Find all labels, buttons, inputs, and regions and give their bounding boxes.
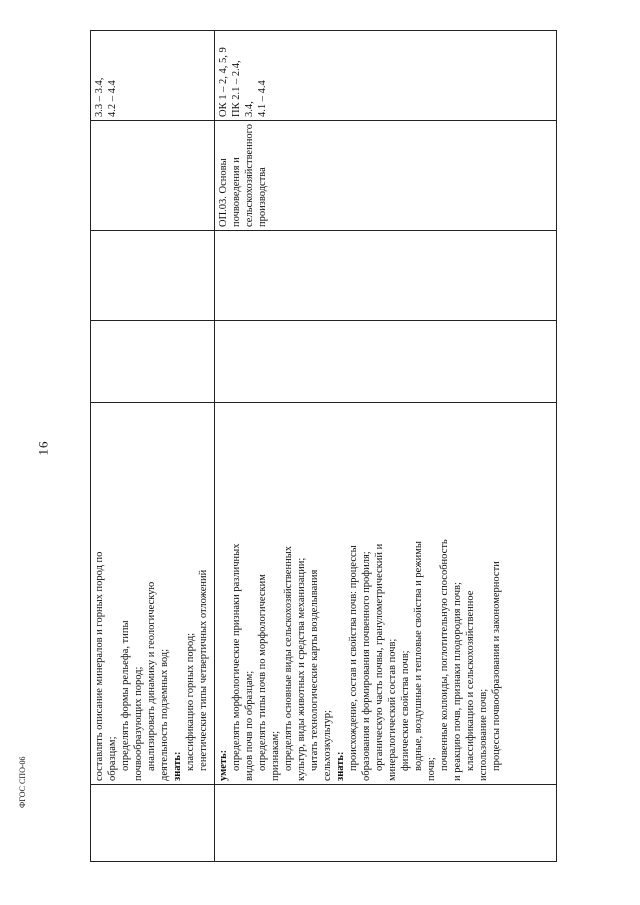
- table-row: [91, 31, 215, 862]
- content-cell: [91, 403, 215, 785]
- hours-class-cell: [215, 231, 557, 321]
- content-line: определять морфологические признаки различных: [231, 543, 242, 771]
- index-cell: [215, 785, 557, 862]
- content-line: деятельность подземных вод;: [159, 648, 170, 781]
- table-row: [215, 31, 557, 862]
- content-line: классификацию горных пород;: [185, 632, 196, 771]
- competencies-cell: [91, 31, 215, 121]
- content-line: минералогический состав почв;: [387, 638, 398, 781]
- competencies-cell: [215, 31, 557, 121]
- content-line: использование почв;: [478, 688, 489, 781]
- content-line: почвенные коллоиды, поглотительную способность: [439, 539, 450, 771]
- content-line: признакам;: [270, 730, 281, 781]
- hours-max-cell: [215, 321, 557, 403]
- content-line: физические свойства почв;: [400, 650, 411, 771]
- competency-table: [90, 30, 557, 862]
- footer-code: ФГОС СПО-06: [18, 756, 27, 808]
- discipline-cell: [215, 121, 557, 231]
- content-line: культур, виды животных и средства механизации;: [296, 557, 307, 781]
- content-line: почв;: [426, 757, 437, 781]
- content-line: анализировать динамику и геологическую: [146, 581, 157, 771]
- content-line: образования и формирования почвенного профиля;: [361, 551, 372, 781]
- discipline-name: ОП.03. Основы почвоведения и сельскохозяйственного производства: [218, 124, 268, 227]
- section-label-can: уметь:: [218, 749, 229, 781]
- content-cell: [215, 403, 557, 785]
- content-line: органическую часть почвы, гранулометрический и: [374, 543, 385, 771]
- content-line: определять типы почв по морфологическим: [257, 574, 268, 771]
- competency-codes: 3.3 – 3.4, 4.2 – 4.4: [94, 77, 118, 117]
- content-line: определять формы рельефа, типы: [120, 620, 131, 771]
- content-line: классификацию и сельскохозяйственное: [465, 590, 476, 771]
- section-label-know: знать:: [172, 751, 183, 781]
- discipline-cell: [91, 121, 215, 231]
- content-line: составлять описание минералов и горных пород по: [94, 551, 105, 781]
- content-line: почвообразующих пород;: [133, 666, 144, 781]
- content-line: и реакцию почв, признаки плодородия почв;: [452, 582, 463, 781]
- content-line: образцам;: [107, 736, 118, 781]
- content-line: процессы почвообразования и закономерности: [491, 561, 502, 771]
- content-line: определять основные виды сельскохозяйственных: [283, 545, 294, 771]
- section-label-know: знать:: [335, 751, 346, 781]
- rotated-table-wrapper: [90, 31, 556, 862]
- index-cell: [91, 785, 215, 862]
- content-line: происхождение, состав и свойства почв: процессы: [348, 545, 359, 771]
- content-line: водные, воздушные и тепловые свойства и режимы: [413, 541, 424, 771]
- content-line: сельхозкультур;: [322, 710, 333, 781]
- content-line: генетические типы четвертичных отложений: [198, 569, 209, 771]
- hours-class-cell: [91, 231, 215, 321]
- page-number: 16: [35, 440, 51, 456]
- competency-codes: ОК 1 – 2, 4, 5, 9 ПК 2.1 – 2.4, 3.4, 4.1 – 4.4: [218, 47, 268, 117]
- content-line: видов почв по образцам;: [244, 670, 255, 781]
- hours-max-cell: [91, 321, 215, 403]
- content-line: читать технологические карты возделывания: [309, 569, 320, 771]
